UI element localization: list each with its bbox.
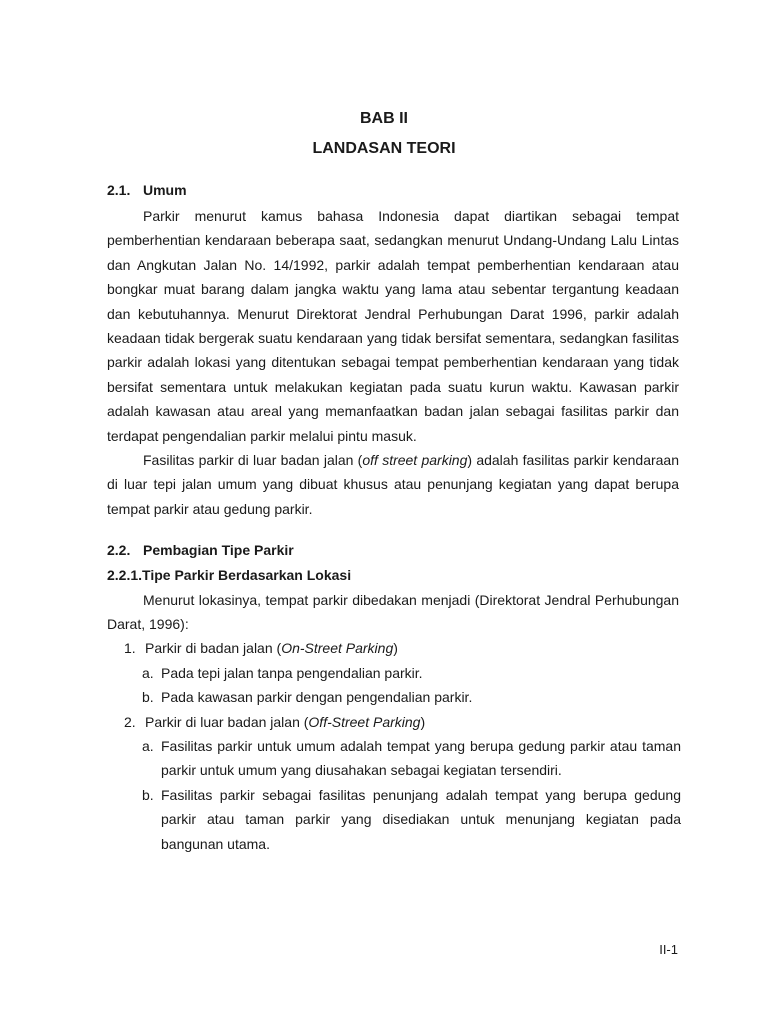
section-number: 2.1.: [107, 182, 131, 198]
list-subitem: [142, 783, 161, 807]
list-item-text: Fasilitas parkir untuk umum adalah tempat yang berupa gedung parkir atau taman parkir untuk umum yang diusahakan sebagai kegiatan tersendiri.: [161, 738, 681, 779]
list-item-text: Parkir di badan jalan (: [145, 640, 282, 656]
paragraph: Menurut lokasinya, tempat parkir dibedakan menjadi (Direktorat Jendral Perhubungan Darat, 1996):: [107, 592, 679, 633]
subsection-title: Tipe Parkir Berdasarkan Lokasi: [142, 567, 352, 583]
paragraph: [107, 448, 679, 521]
section-heading-2-2: [107, 542, 294, 558]
list-item-text: Parkir di luar badan jalan (: [145, 714, 309, 730]
italic-term: On-Street Parking: [281, 640, 394, 656]
list-item-text: ): [393, 640, 398, 656]
list-marker: b.: [142, 689, 154, 705]
list-item: [124, 710, 425, 734]
italic-term: Off-Street Parking: [308, 714, 421, 730]
list-marker: a.: [142, 738, 154, 754]
section-title: Pembagian Tipe Parkir: [143, 542, 294, 558]
subsection-heading-2-2-1: [107, 567, 351, 583]
subsection-intro: [107, 588, 679, 637]
list-marker: 1.: [124, 640, 136, 656]
list-marker: 2.: [124, 714, 136, 730]
list-marker: a.: [142, 665, 154, 681]
section-body-2-1: [107, 204, 679, 521]
section-heading-2-1: [107, 182, 187, 198]
list-item-text: Pada kawasan parkir dengan pengendalian parkir.: [161, 689, 473, 705]
list-subitem: [142, 685, 472, 709]
chapter-label: BAB II: [360, 110, 408, 127]
list-item-text: ): [420, 714, 426, 730]
list-subitem-body: [161, 734, 681, 783]
list-subitem: [142, 661, 423, 685]
list-item-text: Fasilitas parkir sebagai fasilitas penunjang adalah tempat yang berupa gedung parkir atau taman parkir yang disediakan untuk menunjang kegiatan pada bangunan utama.: [161, 787, 681, 852]
list-subitem: [142, 734, 161, 758]
list-marker: b.: [142, 787, 154, 803]
subsection-number: 2.2.1.: [107, 567, 143, 583]
section-title: Umum: [143, 182, 187, 198]
list-item-text: Pada tepi jalan tanpa pengendalian parkir.: [161, 665, 423, 681]
chapter-title: LANDASAN TEORI: [312, 140, 456, 157]
section-number: 2.2.: [107, 542, 131, 558]
list-subitem-body: [161, 783, 681, 856]
paragraph: Parkir menurut kamus bahasa Indonesia dapat diartikan sebagai tempat pemberhentian kendaraan beberapa saat, sedangkan menurut Undang-Undang Lalu Lintas dan Angkutan Jalan No. 14/1992, parkir adalah tempat pemberhentian kendaraan atau bongkar muat barang dalam jangka waktu yang lama atau sebentar tergantung keadaan dan kebutuhannya. Menurut Direktorat Jendral Perhubungan Darat 1996, parkir adalah keadaan tidak bergerak suatu kendaraan yang tidak bersifat sementara, sedangkan fasilitas parkir adalah lokasi yang ditentukan sebagai tempat pemberhentian kendaraan yang tidak bersifat sementara untuk melakukan kegiatan pada suatu kurun waktu. Kawasan parkir adalah kawasan atau areal yang memanfaatkan badan jalan sebagai fasilitas parkir dan terdapat pengendalian parkir melalui pintu masuk.: [107, 208, 679, 444]
list-item: [124, 636, 398, 660]
paragraph-text: Fasilitas parkir di luar badan jalan (: [143, 452, 363, 469]
italic-term: off street parking: [362, 452, 468, 469]
page-number: II-1: [659, 942, 678, 957]
paragraph-text: ) adalah fasilitas parkir kendaraan di luar tepi jalan umum yang dibuat khusus atau penunjang kegiatan yang dapat berupa tempat parkir atau gedung parkir.: [107, 452, 680, 517]
